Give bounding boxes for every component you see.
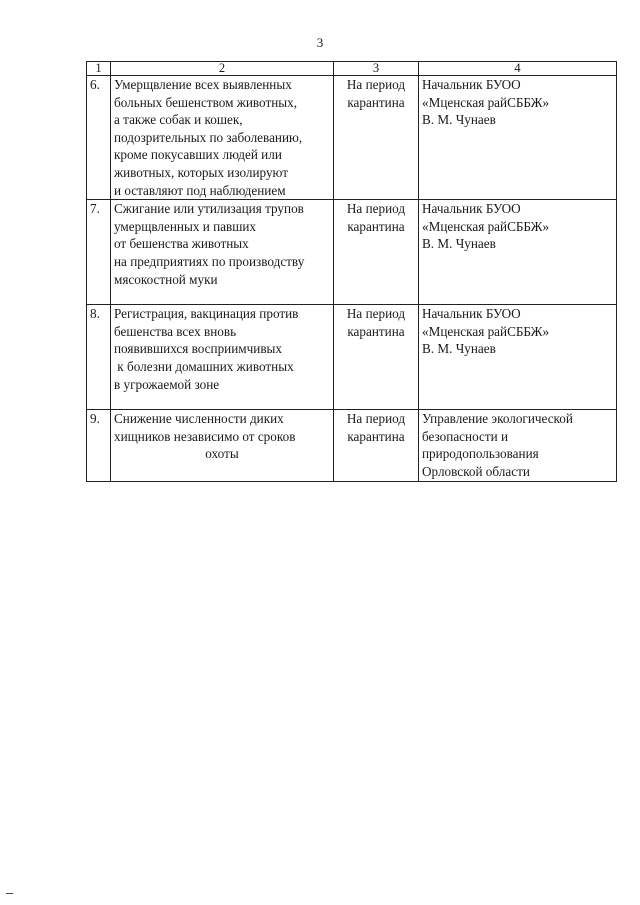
responsible-line: В. М. Чунаев <box>422 341 496 357</box>
period-cell <box>334 410 419 481</box>
responsible-cell <box>419 410 617 481</box>
responsible-line: Управление экологической <box>422 411 573 427</box>
table-header-cell: 3 <box>334 62 419 76</box>
page-number: 3 <box>316 35 324 50</box>
margin-mark <box>6 893 13 894</box>
table-row <box>87 305 617 410</box>
action-line: и оставляют под наблюдением <box>114 182 286 198</box>
responsible-line: Орловской области <box>422 463 530 479</box>
responsible-line: В. М. Чунаев <box>422 236 496 252</box>
responsible-cell <box>419 76 617 200</box>
action-line: в угрожаемой зоне <box>114 376 220 392</box>
responsible-line: «Мценская райСББЖ» <box>422 218 550 234</box>
action-line: от бешенства животных <box>114 236 249 252</box>
responsible-line: В. М. Чунаев <box>422 112 496 128</box>
table-row <box>87 200 617 305</box>
action-line: умерщвленных и павших <box>114 218 257 234</box>
action-line: кроме покусавших людей или <box>114 147 282 163</box>
responsible-line: природопользования <box>422 446 539 462</box>
period-line: На период <box>346 306 406 322</box>
action-line: Сжигание или утилизация трупов <box>114 201 304 217</box>
responsible-line: Начальник БУОО <box>422 77 521 92</box>
table-row <box>87 76 617 200</box>
action-line: охоты <box>205 446 239 462</box>
measures-table <box>86 61 617 482</box>
responsible-line: Начальник БУОО <box>422 201 521 217</box>
period-line: карантина <box>347 323 405 339</box>
responsible-cell <box>419 200 617 305</box>
action-cell <box>111 305 334 410</box>
action-line: животных, которых изолируют <box>114 164 288 180</box>
action-line: Снижение численности диких <box>114 411 284 427</box>
action-line: появившихся восприимчивых <box>114 341 283 357</box>
responsible-line: безопасности и <box>422 428 509 444</box>
period-line: карантина <box>347 218 405 234</box>
action-cell <box>111 76 334 200</box>
period-cell <box>334 76 419 200</box>
period-line: карантина <box>347 94 405 110</box>
row-number: 9. <box>87 410 111 481</box>
row-number: 6. <box>87 76 111 200</box>
responsible-line: «Мценская райСББЖ» <box>422 323 550 339</box>
period-cell <box>334 200 419 305</box>
period-cell <box>334 305 419 410</box>
responsible-line: Начальник БУОО <box>422 306 521 322</box>
responsible-line: «Мценская райСББЖ» <box>422 94 550 110</box>
period-line: На период <box>346 411 406 427</box>
action-line: Регистрация, вакцинация против <box>114 306 299 322</box>
period-line: На период <box>346 77 406 92</box>
action-line: к болезни домашних животных <box>114 358 294 374</box>
table-row <box>87 410 617 481</box>
action-line: на предприятиях по производству <box>114 253 305 269</box>
table-header-row <box>87 62 617 76</box>
row-number: 7. <box>87 200 111 305</box>
table-header-cell: 4 <box>419 62 617 76</box>
responsible-cell <box>419 305 617 410</box>
action-cell <box>111 200 334 305</box>
action-line: больных бешенством животных, <box>114 94 298 110</box>
action-line: бешенства всех вновь <box>114 323 237 339</box>
period-line: На период <box>346 201 406 217</box>
action-line: подозрительных по заболеванию, <box>114 129 303 145</box>
action-line: а также собак и кошек, <box>114 112 243 128</box>
table-header-cell: 2 <box>111 62 334 76</box>
action-line: Умерщвление всех выявленных <box>114 77 292 92</box>
action-line: мясокостной муки <box>114 271 218 287</box>
row-number: 8. <box>87 305 111 410</box>
action-cell <box>111 410 334 481</box>
period-line: карантина <box>347 428 405 444</box>
action-line: хищников независимо от сроков <box>114 428 296 444</box>
table-header-cell: 1 <box>87 62 111 76</box>
